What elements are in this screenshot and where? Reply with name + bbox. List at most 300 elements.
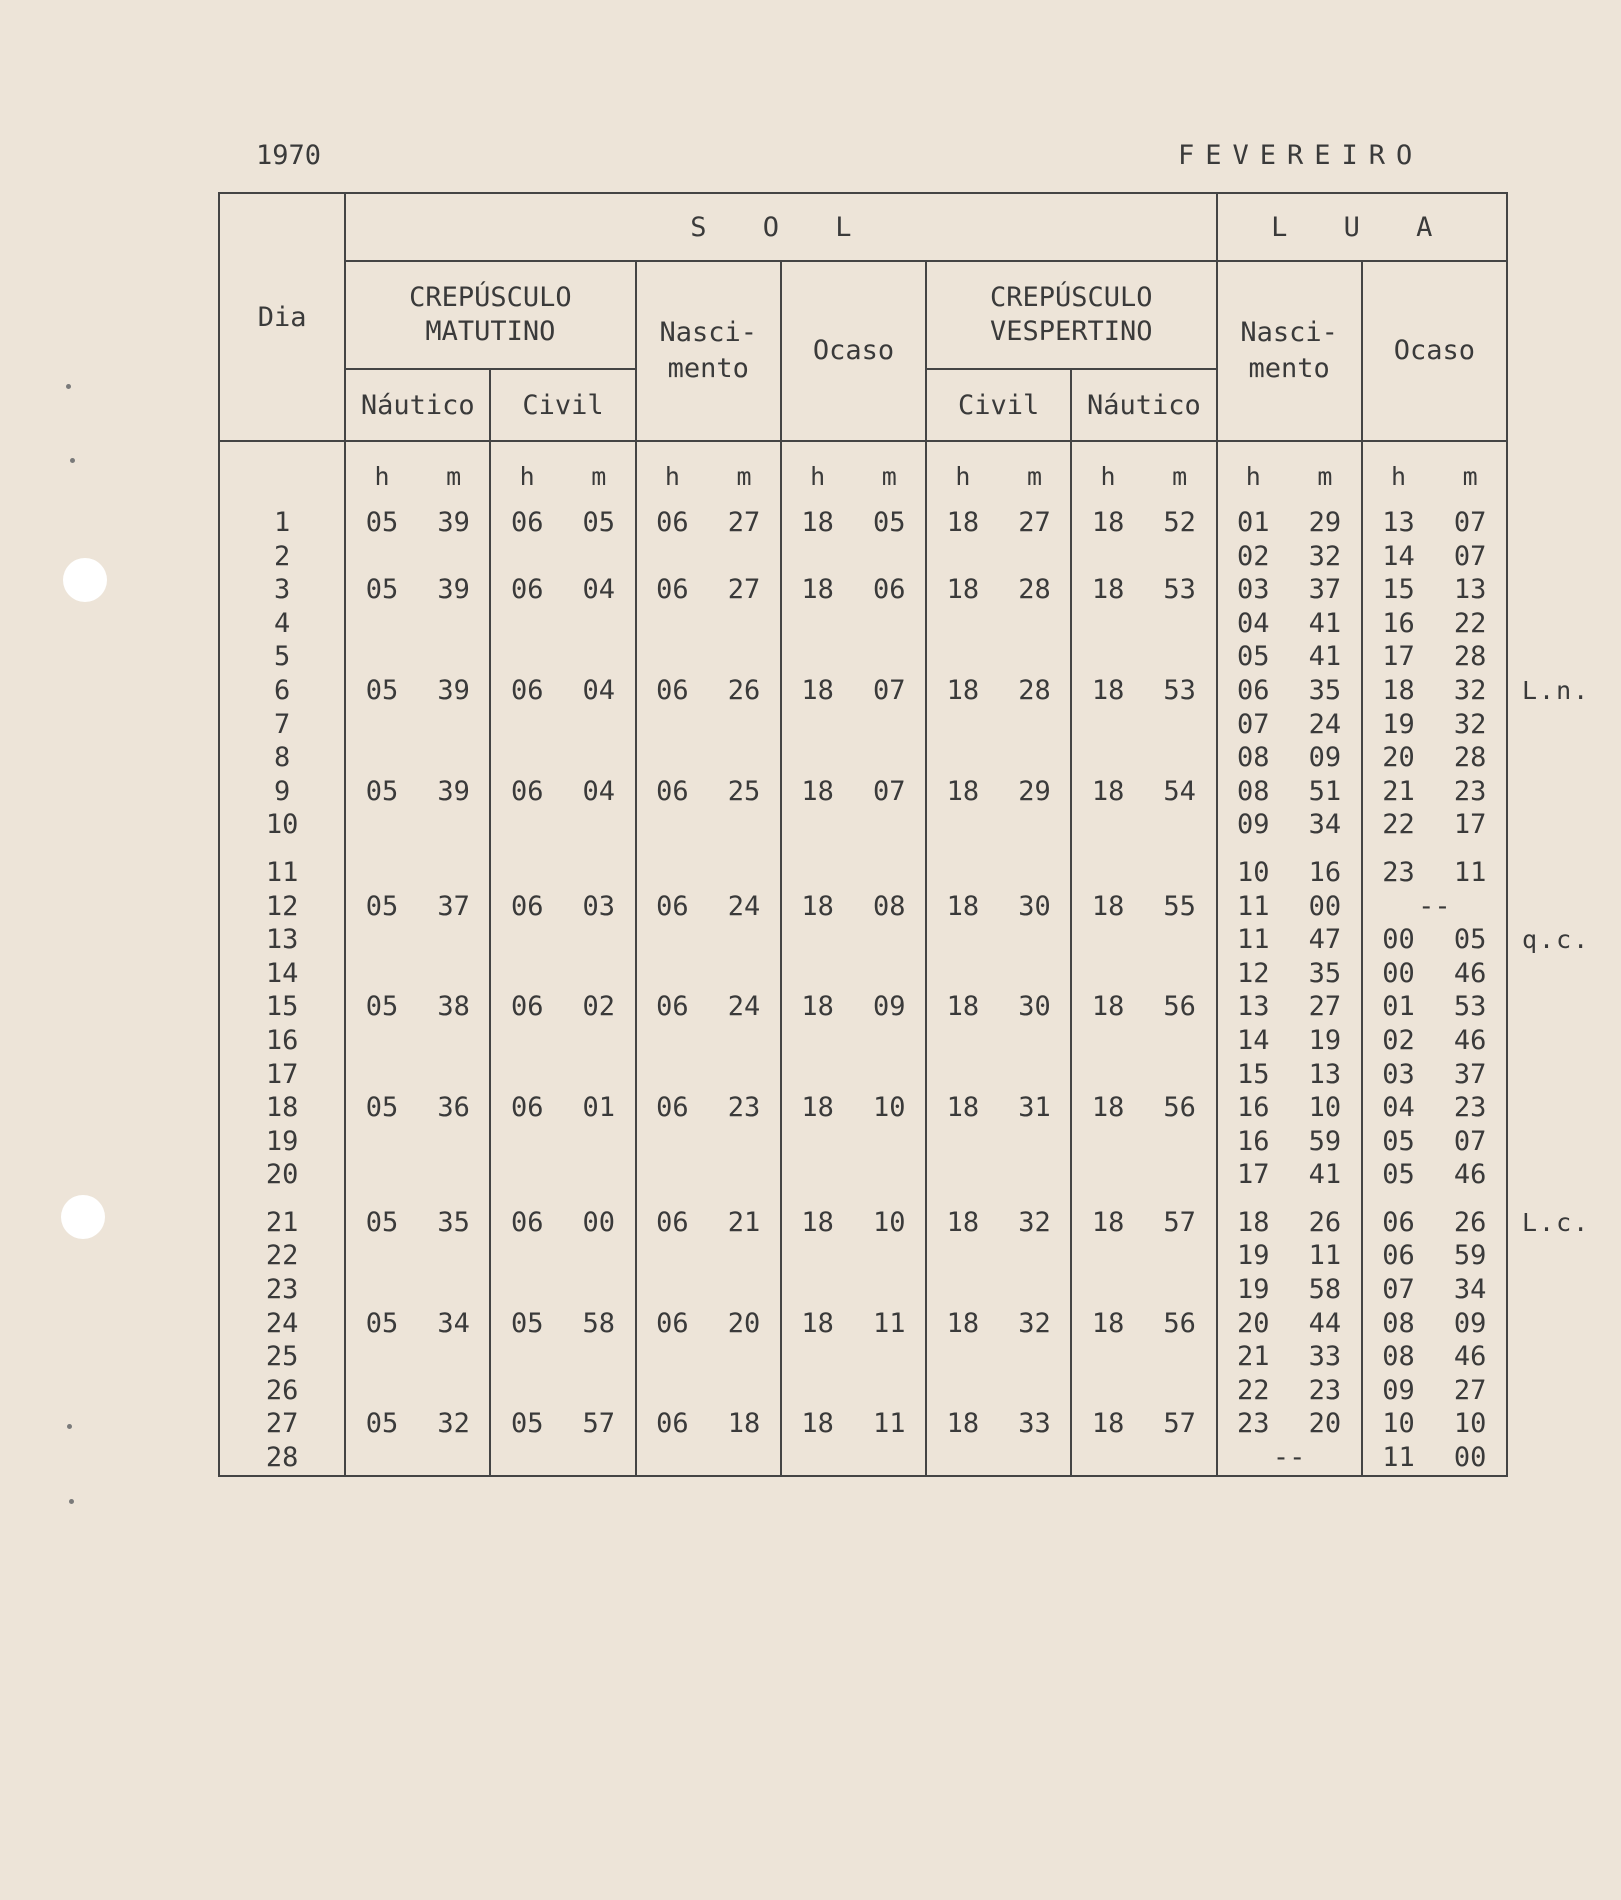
day-row	[220, 1307, 344, 1341]
sun-column-vesp-naut	[1071, 441, 1216, 1476]
value-row	[1072, 923, 1215, 957]
unit-minutes: m	[1172, 461, 1188, 491]
value-row	[637, 990, 780, 1024]
header-sol: S O L	[345, 193, 1216, 261]
value-minutes: 27	[1453, 1374, 1487, 1406]
value-row	[1218, 506, 1361, 540]
value-row	[346, 957, 489, 991]
value-row	[782, 573, 925, 607]
value-hours: 05	[365, 507, 399, 538]
value-minutes: 04	[582, 775, 616, 807]
value-row	[491, 1024, 634, 1058]
value-minutes: 07	[1453, 1125, 1487, 1157]
value-row	[1363, 741, 1506, 775]
value-row	[1072, 1058, 1215, 1092]
value-hours: 06	[510, 507, 544, 538]
unit-hours: h	[810, 461, 826, 491]
header-sol-nascimento	[636, 261, 781, 441]
day-number: 27	[265, 1408, 299, 1440]
value-row	[346, 808, 489, 842]
value-row	[927, 741, 1070, 775]
value-minutes: 02	[582, 991, 616, 1023]
day-row	[220, 923, 344, 957]
value-row	[1072, 708, 1215, 742]
value-hours: 17	[1382, 641, 1415, 673]
value-hours: 05	[365, 991, 399, 1023]
value-minutes: 27	[1018, 507, 1051, 538]
value-hours: 06	[656, 1206, 689, 1238]
value-minutes: 46	[1453, 957, 1487, 989]
value-minutes: 07	[1453, 540, 1487, 572]
value-row	[346, 1340, 489, 1374]
value-row	[1072, 856, 1215, 890]
value-row	[346, 1407, 489, 1441]
value-hours: 05	[365, 775, 399, 807]
value-row	[1218, 957, 1361, 991]
value-row	[927, 607, 1070, 641]
value-row	[491, 1307, 634, 1341]
value-row	[927, 540, 1070, 574]
value-row	[927, 1307, 1070, 1341]
value-row	[927, 775, 1070, 809]
value-hours: 20	[1237, 1307, 1270, 1339]
moon-phase-note: L.n.	[1522, 675, 1591, 705]
value-minutes: 53	[1163, 674, 1196, 706]
value-row	[346, 1091, 489, 1125]
value-minutes: 30	[1018, 890, 1051, 922]
value-minutes: 10	[872, 1092, 906, 1124]
block-gap	[927, 842, 1070, 856]
value-row	[927, 1374, 1070, 1408]
value-row	[1218, 1024, 1361, 1058]
value-minutes: 24	[727, 991, 761, 1023]
value-row	[637, 607, 780, 641]
value-row	[637, 640, 780, 674]
value-hours: 18	[946, 1307, 980, 1339]
value-row	[1363, 506, 1506, 540]
value-hours: 18	[1091, 1092, 1125, 1124]
day-number: 5	[273, 641, 291, 673]
value-row	[1072, 808, 1215, 842]
value-minutes: 38	[437, 991, 470, 1023]
value-row	[1072, 506, 1215, 540]
value-minutes: 27	[727, 574, 761, 606]
day-row	[220, 674, 344, 708]
value-hours: 20	[1382, 742, 1415, 774]
value-row	[1218, 1239, 1361, 1273]
value-row	[491, 674, 634, 708]
sun-column-mat-civil	[490, 441, 635, 1476]
value-row	[1218, 741, 1361, 775]
value-minutes: 35	[437, 1206, 470, 1238]
value-row	[346, 540, 489, 574]
day-row	[220, 856, 344, 890]
value-row	[1072, 890, 1215, 924]
value-minutes: 27	[727, 507, 761, 538]
day-row	[220, 607, 344, 641]
value-row	[491, 856, 634, 890]
value-hours: 18	[801, 1092, 834, 1124]
value-hours: 17	[1237, 1159, 1270, 1191]
value-hours: 05	[365, 1408, 399, 1440]
value-row	[491, 1239, 634, 1273]
value-row	[1072, 540, 1215, 574]
value-row	[491, 1407, 634, 1441]
value-row	[782, 708, 925, 742]
units-header	[346, 442, 489, 506]
value-row	[1072, 1340, 1215, 1374]
value-row	[491, 540, 634, 574]
value-hours: 18	[1091, 1206, 1125, 1238]
value-minutes: 09	[1308, 742, 1342, 774]
value-row	[1363, 540, 1506, 574]
value-minutes: 34	[437, 1307, 470, 1339]
value-minutes: 29	[1018, 775, 1051, 807]
value-hours: 18	[946, 1206, 980, 1238]
value-row	[1218, 1125, 1361, 1159]
value-minutes: 20	[727, 1307, 761, 1339]
value-hours: 06	[510, 775, 544, 807]
value-row	[782, 808, 925, 842]
value-minutes: 53	[1163, 574, 1196, 606]
value-row	[1363, 990, 1506, 1024]
value-minutes: 10	[1453, 1408, 1487, 1440]
value-hours: 04	[1237, 607, 1270, 639]
value-row	[637, 775, 780, 809]
value-row	[1363, 1158, 1506, 1192]
value-row	[927, 1158, 1070, 1192]
value-row	[346, 890, 489, 924]
header-vesp-nautico: Náutico	[1071, 369, 1216, 441]
value-minutes: 07	[1453, 507, 1487, 538]
day-number: 11	[265, 856, 299, 888]
units-header	[1072, 442, 1215, 506]
value-hours: 11	[1382, 1442, 1415, 1474]
value-row	[637, 957, 780, 991]
value-hours: 18	[1091, 1307, 1125, 1339]
day-row	[220, 506, 344, 540]
day-number: 12	[265, 890, 299, 922]
header-crepusculo-matutino	[345, 261, 635, 369]
value-hours: 23	[1237, 1408, 1270, 1440]
unit-minutes: m	[446, 461, 462, 491]
value-row	[927, 708, 1070, 742]
value-hours: 05	[365, 890, 399, 922]
day-row	[220, 1239, 344, 1273]
moon-phase-note: L.c.	[1522, 1207, 1591, 1237]
value-hours: 07	[1237, 708, 1270, 740]
value-row	[1218, 1441, 1361, 1475]
paper-speck	[69, 1499, 74, 1504]
block-gap	[1363, 842, 1506, 856]
value-minutes: 32	[1453, 708, 1487, 740]
value-row	[1363, 1206, 1506, 1240]
value-row	[346, 573, 489, 607]
value-minutes: 35	[1308, 674, 1342, 706]
value-row	[637, 1058, 780, 1092]
value-row	[637, 1374, 780, 1408]
value-hours: 05	[510, 1307, 544, 1339]
value-hours: 02	[1382, 1024, 1415, 1056]
value-row	[1218, 890, 1361, 924]
value-minutes: 46	[1453, 1341, 1487, 1373]
value-row	[782, 1206, 925, 1240]
unit-minutes: m	[591, 461, 607, 491]
block-gap	[1072, 1192, 1215, 1206]
unit-minutes: m	[881, 461, 897, 491]
value-row	[927, 1441, 1070, 1475]
day-number: 16	[265, 1024, 299, 1056]
value-row	[1363, 640, 1506, 674]
value-hours: 18	[1237, 1206, 1270, 1238]
value-row	[927, 1024, 1070, 1058]
day-row	[220, 1441, 344, 1475]
value-row	[346, 1239, 489, 1273]
unit-hours: h	[1391, 461, 1407, 491]
value-minutes: 10	[872, 1206, 906, 1238]
value-row	[491, 640, 634, 674]
value-hours: 16	[1382, 607, 1415, 639]
value-minutes: 46	[1453, 1159, 1487, 1191]
nasc-line2: mento	[667, 353, 749, 384]
value-hours: 23	[1382, 856, 1415, 888]
block-gap	[637, 842, 780, 856]
value-list	[637, 506, 780, 1475]
value-row	[346, 923, 489, 957]
value-row	[491, 890, 634, 924]
value-minutes: 25	[727, 775, 761, 807]
value-minutes: 30	[1018, 991, 1051, 1023]
day-row	[220, 990, 344, 1024]
crep-mat-line1: CREPÚSCULO	[409, 282, 572, 313]
value-row	[927, 674, 1070, 708]
value-row	[927, 957, 1070, 991]
block-gap	[491, 842, 634, 856]
value-hours: 08	[1382, 1307, 1415, 1339]
value-minutes: 17	[1453, 809, 1487, 841]
value-row	[637, 1273, 780, 1307]
value-row	[1072, 1273, 1215, 1307]
value-minutes: 26	[1453, 1206, 1487, 1238]
day-row	[220, 1407, 344, 1441]
value-minutes: 28	[1018, 574, 1051, 606]
value-row	[782, 775, 925, 809]
value-hours: 18	[1091, 890, 1125, 922]
value-row	[782, 1239, 925, 1273]
value-hours: 06	[656, 574, 689, 606]
value-row	[1363, 1024, 1506, 1058]
value-minutes: 37	[437, 890, 470, 922]
value-row	[782, 1374, 925, 1408]
day-number: 22	[265, 1240, 299, 1272]
value-hours: 18	[946, 1092, 980, 1124]
value-hours: 18	[801, 1307, 834, 1339]
value-minutes: 59	[1308, 1125, 1342, 1157]
block-gap	[1218, 1192, 1361, 1206]
value-hours: 06	[656, 1092, 689, 1124]
unit-hours: h	[664, 461, 680, 491]
value-row	[1218, 708, 1361, 742]
value-row	[1072, 1206, 1215, 1240]
header-lua-ocaso: Ocaso	[1362, 261, 1507, 441]
sun-column-nasc	[636, 441, 781, 1476]
value-row	[1363, 674, 1506, 708]
value-row	[1072, 674, 1215, 708]
unit-minutes: m	[1462, 461, 1478, 491]
value-row	[1363, 708, 1506, 742]
value-row	[1363, 856, 1506, 890]
value-row	[346, 1206, 489, 1240]
value-row	[491, 1206, 634, 1240]
value-hours: 06	[1382, 1206, 1415, 1238]
value-row	[346, 1374, 489, 1408]
value-minutes: 13	[1453, 574, 1487, 606]
value-hours: 12	[1237, 957, 1270, 989]
value-row	[637, 890, 780, 924]
sun-column-ocaso	[781, 441, 926, 1476]
value-row	[346, 1307, 489, 1341]
value-hours: 19	[1382, 708, 1415, 740]
value-hours: 18	[801, 890, 834, 922]
value-hours: 06	[1237, 674, 1270, 706]
value-row	[1218, 856, 1361, 890]
value-minutes: 32	[1308, 540, 1342, 572]
value-row	[782, 1091, 925, 1125]
value-row	[1363, 1091, 1506, 1125]
value-row	[1218, 1407, 1361, 1441]
value-hours: 13	[1237, 991, 1270, 1023]
day-number: 8	[273, 742, 291, 774]
value-row	[1218, 990, 1361, 1024]
value-minutes: 01	[582, 1092, 616, 1124]
block-gap	[1218, 842, 1361, 856]
sun-column-mat-naut	[345, 441, 490, 1476]
value-row	[1218, 808, 1361, 842]
value-minutes: 16	[1308, 856, 1342, 888]
year-heading: 1970	[256, 140, 322, 171]
header-mat-nautico: Náutico	[345, 369, 490, 441]
value-hours: 01	[1237, 507, 1270, 538]
moon-column-ocaso	[1362, 441, 1507, 1476]
value-minutes: 24	[727, 890, 761, 922]
block-gap	[1363, 1192, 1506, 1206]
value-hours: 16	[1237, 1092, 1270, 1124]
block-gap	[346, 1192, 489, 1206]
value-row	[1072, 775, 1215, 809]
value-row	[782, 540, 925, 574]
value-row	[1072, 1307, 1215, 1341]
value-minutes: 06	[872, 574, 906, 606]
value-row	[491, 990, 634, 1024]
day-row	[220, 808, 344, 842]
value-minutes: 33	[1308, 1341, 1342, 1373]
lua-nasc-line2: mento	[1248, 353, 1330, 384]
value-row	[491, 1340, 634, 1374]
value-row	[1218, 540, 1361, 574]
day-number: 24	[265, 1307, 299, 1339]
units-header	[1363, 442, 1506, 506]
value-row	[491, 1158, 634, 1192]
value-row	[782, 1024, 925, 1058]
value-row	[346, 640, 489, 674]
day-number: 19	[265, 1125, 299, 1157]
value-row	[637, 1091, 780, 1125]
day-list	[220, 506, 344, 1475]
value-minutes: 27	[1308, 991, 1342, 1023]
value-minutes: 34	[1308, 809, 1342, 841]
value-row	[927, 640, 1070, 674]
value-row	[927, 1273, 1070, 1307]
value-list	[1072, 506, 1215, 1475]
value-minutes: 03	[582, 890, 616, 922]
value-row	[1363, 890, 1506, 924]
value-row	[491, 808, 634, 842]
value-list	[1218, 506, 1361, 1475]
value-minutes: 11	[872, 1408, 906, 1440]
value-row	[1218, 1206, 1361, 1240]
month-heading: FEVEREIRO	[1178, 140, 1424, 171]
value-list	[927, 506, 1070, 1475]
value-minutes: 32	[1018, 1307, 1051, 1339]
value-minutes: 41	[1308, 607, 1342, 639]
value-row	[1363, 1058, 1506, 1092]
value-minutes: 08	[872, 890, 906, 922]
value-row	[1218, 923, 1361, 957]
value-hours: 06	[510, 991, 544, 1023]
value-row	[1218, 1091, 1361, 1125]
value-row	[782, 1058, 925, 1092]
day-number: 18	[265, 1092, 299, 1124]
value-minutes: 53	[1453, 991, 1487, 1023]
value-row	[782, 923, 925, 957]
value-hours: 06	[510, 1092, 544, 1124]
value-hours: 05	[365, 1092, 399, 1124]
value-row	[346, 1441, 489, 1475]
value-row	[1072, 640, 1215, 674]
value-hours: 18	[946, 574, 980, 606]
block-gap	[220, 1192, 344, 1206]
value-row	[1363, 1239, 1506, 1273]
value-hours: 18	[946, 775, 980, 807]
value-minutes: 57	[1163, 1206, 1196, 1238]
value-row	[346, 1058, 489, 1092]
header-sol-ocaso: Ocaso	[781, 261, 926, 441]
unit-minutes: m	[1026, 461, 1042, 491]
value-minutes: 51	[1308, 775, 1342, 807]
value-row	[346, 1024, 489, 1058]
value-row	[637, 573, 780, 607]
value-minutes: 56	[1163, 1307, 1196, 1339]
value-hours: 18	[946, 1408, 980, 1440]
value-row	[927, 856, 1070, 890]
value-row	[782, 1307, 925, 1341]
block-gap	[927, 1192, 1070, 1206]
value-hours: 01	[1382, 991, 1415, 1023]
value-row	[927, 1407, 1070, 1441]
value-minutes: 21	[727, 1206, 761, 1238]
value-row	[491, 506, 634, 540]
unit-hours: h	[955, 461, 971, 491]
value-minutes: 41	[1308, 1159, 1342, 1191]
value-row	[1363, 1407, 1506, 1441]
value-row	[1218, 1273, 1361, 1307]
value-minutes: 33	[1018, 1408, 1051, 1440]
units-header	[782, 442, 925, 506]
value-row	[637, 1125, 780, 1159]
value-hours: 18	[946, 890, 980, 922]
value-row	[1072, 1374, 1215, 1408]
header-lua-nascimento	[1217, 261, 1362, 441]
